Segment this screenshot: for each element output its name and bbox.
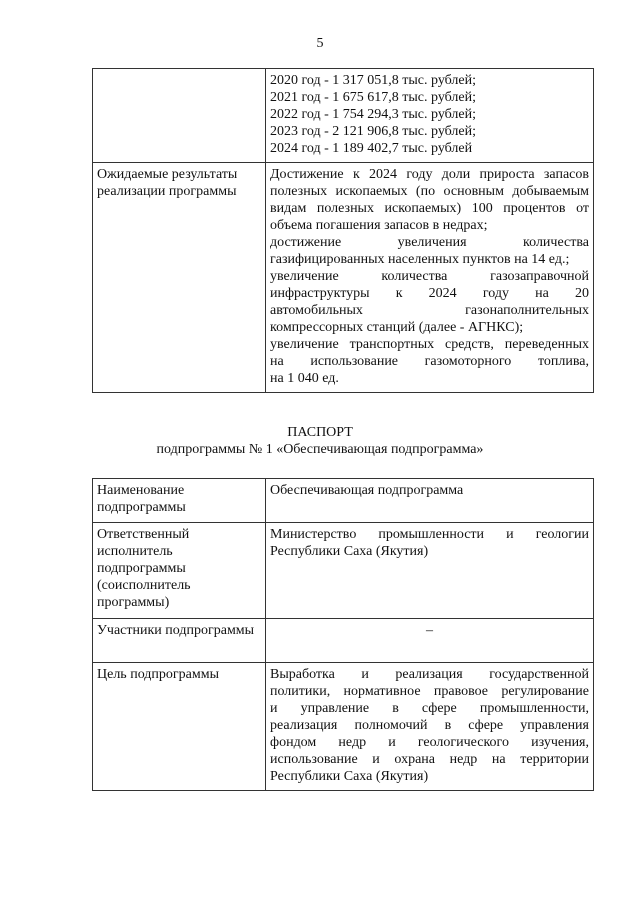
passport-row-label: Наименование подпрограммы: [93, 479, 266, 523]
results-line: видам полезных ископаемых) 100 процентов от: [270, 201, 589, 216]
passport-value-line: Министерство промышленности и геологии: [270, 527, 589, 542]
passport-value-line: политики, нормативное правовое регулирование: [270, 684, 589, 699]
results-line: увеличение количества газозаправочной: [270, 269, 589, 284]
results-line: инфраструктуры к 2024 году на 20: [270, 286, 589, 301]
funding-line: 2020 год - 1 317 051,8 тыс. рублей;: [270, 73, 477, 88]
passport-row-value: [266, 523, 594, 619]
results-line: на использование газомоторного топлива,: [270, 354, 589, 369]
passport-row-goal: [93, 663, 594, 791]
passport-value-line: Республики Саха (Якутия): [270, 544, 429, 559]
results-line: на 1 040 ед.: [270, 371, 339, 386]
funding-line: 2021 год - 1 675 617,8 тыс. рублей;: [270, 90, 477, 105]
funding-line: 2024 год - 1 189 402,7 тыс. рублей: [270, 141, 473, 156]
passport-row-name: [93, 479, 594, 523]
passport-value-line: использование и охрана недр на территории: [270, 752, 589, 767]
results-line: достижение увеличения количества: [270, 235, 589, 250]
passport-row-value: [266, 619, 594, 663]
subprogram-passport-table: [92, 478, 594, 791]
page-number: 5: [316, 36, 324, 51]
program-table-continuation: [92, 68, 594, 393]
results-value-cell: [266, 163, 594, 393]
funding-line: 2022 год - 1 754 294,3 тыс. рублей;: [270, 107, 477, 122]
passport-row-label: Цель подпрограммы: [93, 663, 266, 791]
passport-title: ПАСПОРТ: [287, 425, 353, 440]
passport-value-line: фондом недр и геологического изучения,: [270, 735, 589, 750]
passport-value-line: реализация полномочий в сфере управления: [270, 718, 589, 733]
results-line: компрессорных станций (далее - АГНКС);: [270, 320, 524, 335]
passport-row-participants: [93, 619, 594, 663]
results-line: Достижение к 2024 году доли прироста запасов: [270, 167, 589, 182]
passport-value-line: –: [426, 623, 433, 638]
results-line: автомобильных газонаполнительных: [270, 303, 589, 318]
results-line: полезных ископаемых (по основным добываемым: [270, 184, 589, 199]
passport-value-line: Выработка и реализация государственной: [270, 667, 589, 682]
results-label: Ожидаемые результаты реализации программы: [93, 163, 266, 393]
results-row: [93, 163, 594, 393]
passport-row-value: [266, 479, 594, 523]
results-line: газифицированных населенных пунктов на 14 ед.;: [270, 252, 570, 267]
passport-row-value: [266, 663, 594, 791]
funding-row: [93, 69, 594, 163]
passport-value-line: и управление в сфере промышленности,: [270, 701, 589, 716]
results-line: увеличение транспортных средств, переведенных: [270, 337, 589, 352]
results-line: объема погашения запасов в недрах;: [270, 218, 488, 233]
passport-row-label: Участники подпрограммы: [93, 619, 266, 663]
funding-label-cell: [93, 69, 266, 163]
passport-row-executor: [93, 523, 594, 619]
passport-value-line: Республики Саха (Якутия): [270, 769, 429, 784]
passport-subtitle: подпрограммы № 1 «Обеспечивающая подпрограмма»: [156, 442, 484, 457]
passport-value-line: Обеспечивающая подпрограмма: [270, 483, 464, 498]
passport-row-label: Ответственный исполнитель подпрограммы (соисполнитель программы): [93, 523, 266, 619]
funding-line: 2023 год - 2 121 906,8 тыс. рублей;: [270, 124, 477, 139]
funding-value-cell: [266, 69, 594, 163]
